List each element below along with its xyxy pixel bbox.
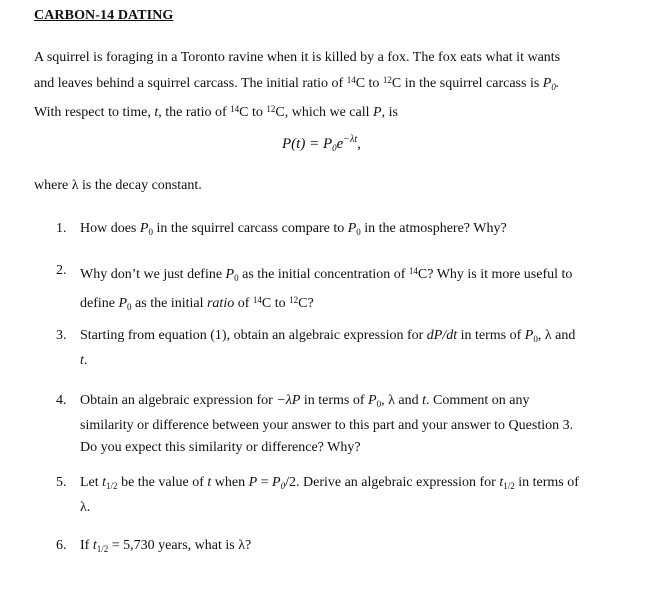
question-line: λ.	[80, 500, 91, 515]
q-text: C to	[261, 296, 290, 311]
subscript: 0	[127, 302, 132, 312]
question-line: similarity or difference between your answer to this part and your answer to Question 3.	[80, 418, 574, 433]
q-text: be the value of	[117, 475, 208, 490]
page-title: CARBON-14 DATING	[34, 8, 174, 23]
superscript: 12	[382, 75, 392, 85]
math-symbol: P	[347, 221, 357, 236]
subscript: 0	[376, 399, 382, 409]
math-symbol: P	[368, 393, 377, 408]
question-body	[80, 472, 626, 519]
question-line	[80, 325, 626, 350]
subscript: 0	[148, 227, 153, 237]
superscript: 12	[266, 104, 276, 114]
equation-lhs: P(t) = P	[282, 136, 333, 152]
q-text: in terms of	[514, 475, 579, 490]
math-expression: dP/dt	[426, 328, 458, 343]
math-symbol: P	[542, 76, 552, 91]
superscript: 14	[230, 104, 240, 114]
intro-text: C	[239, 105, 249, 120]
intro-line-3	[34, 98, 634, 124]
q-text: as the initial	[131, 296, 207, 311]
q-text: . Comment on any	[426, 393, 530, 408]
q-text: If	[80, 538, 93, 553]
subscript: 1/2	[106, 481, 118, 491]
subscript: 0	[234, 273, 239, 283]
question-number: 4.	[56, 393, 67, 408]
q-text: in terms of	[457, 328, 525, 343]
intro-text: C	[391, 76, 402, 91]
subscript: 1/2	[96, 544, 109, 554]
q-text: , λ and	[381, 393, 423, 408]
q-text: Why don’t we just define	[80, 267, 226, 282]
math-symbol: P	[118, 296, 128, 311]
question-4	[56, 390, 626, 459]
q-text: as the initial concentration of	[238, 267, 409, 282]
q-text: Obtain an algebraic expression for	[80, 393, 277, 408]
subscript: 0	[551, 82, 556, 92]
q-text: Let	[80, 475, 103, 490]
question-body	[80, 325, 626, 372]
q-text: define	[80, 296, 119, 311]
question-number: 1.	[56, 221, 67, 236]
question-number: 6.	[56, 538, 67, 553]
q-text: How does	[80, 221, 140, 236]
math-symbol: t	[499, 475, 504, 490]
question-number: 3.	[56, 328, 67, 343]
math-symbol: t	[92, 538, 97, 553]
math-symbol: t	[207, 475, 212, 490]
question-line	[80, 390, 626, 415]
q-text: when	[211, 475, 249, 490]
q-text: /2. Derive an algebraic expression for	[285, 475, 500, 490]
intro-text: to	[248, 105, 267, 120]
question-body	[80, 390, 626, 459]
superscript: 14	[252, 295, 262, 305]
intro-line-1	[34, 47, 634, 69]
math-symbol: t	[80, 353, 84, 368]
question-number: 5.	[56, 475, 67, 490]
intro-line-2	[34, 69, 634, 98]
subscript: 0	[533, 334, 538, 344]
superscript: 12	[289, 295, 299, 305]
question-3	[56, 325, 626, 372]
math-symbol: t	[422, 393, 427, 408]
equation-base: e	[336, 136, 344, 152]
q-text: of	[234, 296, 253, 311]
emphasis: ratio	[206, 296, 235, 311]
q-text: C? Why is it more useful to	[417, 267, 573, 282]
subscript: 0	[332, 143, 337, 153]
subscript: 1/2	[503, 481, 515, 491]
question-line	[80, 350, 626, 372]
math-expression: −λP	[276, 393, 301, 408]
math-symbol: P	[272, 475, 281, 490]
math-symbol: P	[248, 475, 258, 490]
question-line: Do you expect this similarity or difference? Why?	[80, 440, 361, 455]
superscript: 14	[408, 266, 418, 276]
question-line	[80, 260, 626, 289]
equation-tail: ,	[357, 136, 361, 152]
subscript: 0	[280, 481, 286, 491]
equation-exponent: −λt	[343, 134, 358, 145]
intro-text: and leaves behind a squirrel carcass. The initial ratio of	[34, 76, 347, 91]
q-text: in terms of	[300, 393, 369, 408]
question-body	[80, 260, 626, 318]
superscript: 14	[346, 75, 356, 85]
question-line	[80, 289, 626, 318]
question-body	[80, 218, 626, 243]
q-text: in the atmosphere? Why?	[360, 221, 507, 236]
intro-paragraph	[34, 47, 634, 124]
question-2	[56, 260, 626, 318]
intro-text: C	[275, 105, 285, 120]
intro-text: in the squirrel carcass is	[401, 76, 543, 91]
intro-text: C	[355, 76, 366, 91]
subscript: 0	[356, 227, 361, 237]
intro-text: to	[365, 76, 383, 91]
math-symbol: t	[154, 105, 159, 120]
math-symbol: P	[225, 267, 235, 282]
q-text: = 5,730 years, what is λ?	[108, 538, 252, 553]
question-number: 2.	[56, 263, 67, 278]
math-symbol: P	[139, 221, 149, 236]
math-symbol: t	[102, 475, 107, 490]
math-symbol: P	[373, 105, 382, 120]
intro-text: A squirrel is foraging in a Toronto ravine when it is killed by a fox. The fox eats what it wants	[34, 50, 561, 65]
q-text: in the squirrel carcass compare to	[152, 221, 348, 236]
intro-text: With respect to time,	[34, 105, 155, 120]
where-line: where λ is the decay constant.	[34, 178, 202, 193]
question-line	[80, 472, 626, 497]
intro-text: , is	[381, 105, 398, 120]
q-text: .	[83, 353, 88, 368]
question-5	[56, 472, 626, 519]
question-body	[80, 535, 626, 560]
q-text: =	[257, 475, 273, 490]
decay-equation	[282, 134, 361, 153]
q-text: Starting from equation (1), obtain an algebraic expression for	[80, 328, 427, 343]
question-6	[56, 535, 626, 560]
q-text: , λ and	[537, 328, 576, 343]
math-symbol: P	[524, 328, 534, 343]
question-1	[56, 218, 626, 243]
intro-text: .	[555, 76, 560, 91]
intro-text: , which we call	[284, 105, 373, 120]
intro-text: , the ratio of	[158, 105, 231, 120]
q-text: C?	[298, 296, 314, 311]
